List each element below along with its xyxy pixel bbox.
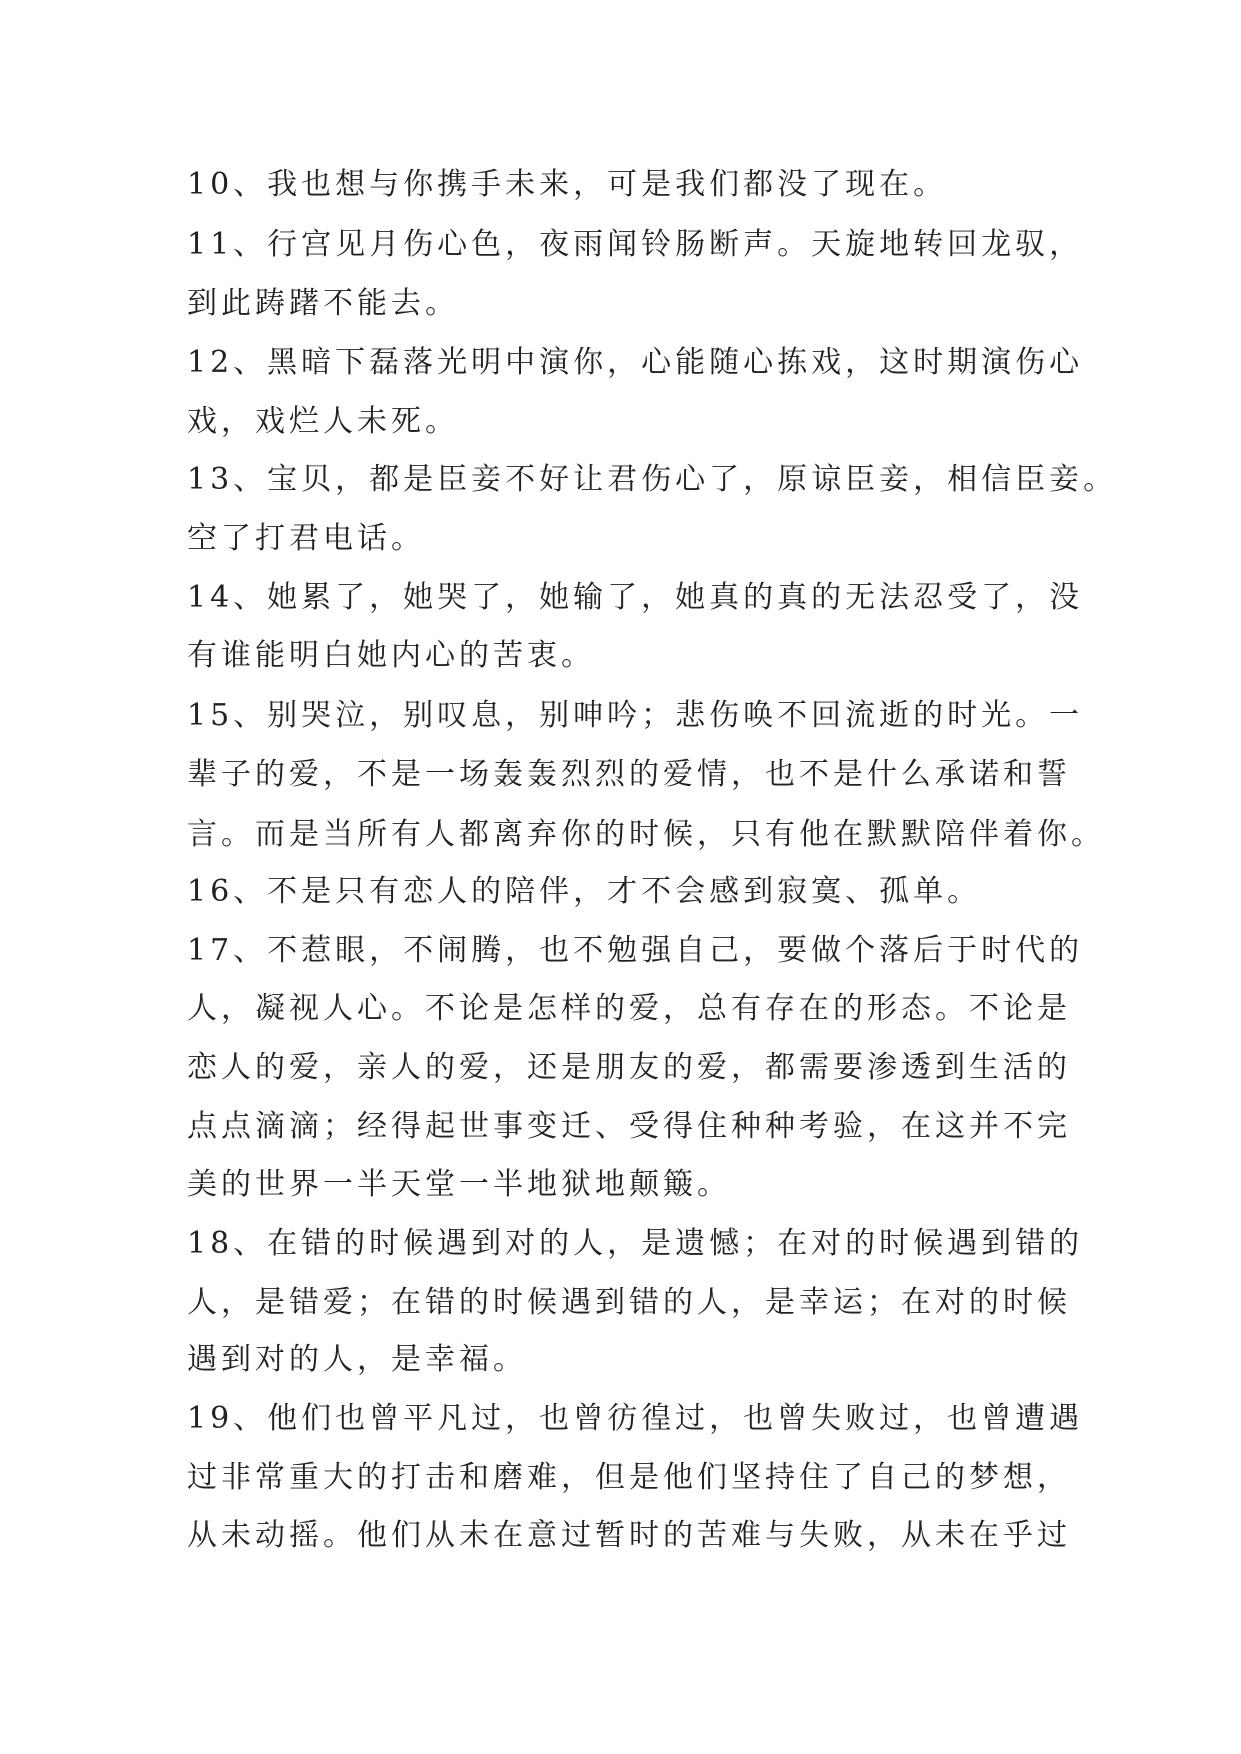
text-line: 12、黑暗下磊落光明中演你，心能随心拣戏，这时期演伤心: [187, 345, 1084, 380]
text-line: 17、不惹眼，不闹腾，也不勉强自己，要做个落后于时代的: [187, 933, 1084, 968]
text-line: 人，凝视人心。不论是怎样的爱，总有存在的形态。不论是: [187, 991, 1071, 1026]
text-line: 恋人的爱，亲人的爱，还是朋友的爱，都需要渗透到生活的: [187, 1050, 1071, 1085]
text-line: 有谁能明白她内心的苦衷。: [187, 638, 595, 673]
text-line: 从未动摇。他们从未在意过暂时的苦难与失败，从未在乎过: [187, 1518, 1071, 1553]
text-line: 美的世界一半天堂一半地狱地颠簸。: [187, 1167, 731, 1202]
text-line: 11、行宫见月伤心色，夜雨闻铃肠断声。天旋地转回龙驭，: [187, 227, 1084, 262]
text-line: 16、不是只有恋人的陪伴，才不会感到寂寞、孤单。: [187, 874, 982, 909]
text-line: 辈子的爱，不是一场轰轰烈烈的爱情，也不是什么承诺和誓: [187, 757, 1071, 792]
text-line: 人，是错爱；在错的时候遇到错的人，是幸运；在对的时候: [187, 1285, 1071, 1320]
text-line: 过非常重大的打击和磨难，但是他们坚持住了自己的梦想，: [187, 1460, 1071, 1495]
text-line: 言。而是当所有人都离弃你的时候，只有他在默默陪伴着你。: [187, 817, 1105, 852]
text-line: 空了打君电话。: [187, 521, 425, 556]
text-line: 到此踌躇不能去。: [187, 286, 459, 321]
text-line: 14、她累了，她哭了，她输了，她真的真的无法忍受了，没: [187, 580, 1084, 615]
text-line: 15、别哭泣，别叹息，别呻吟；悲伤唤不回流逝的时光。一: [187, 698, 1084, 733]
text-line: 戏，戏烂人未死。: [187, 404, 459, 439]
text-line: 10、我也想与你携手未来，可是我们都没了现在。: [187, 167, 948, 202]
text-line: 13、宝贝，都是臣妾不好让君伤心了，原谅臣妾，相信臣妾。: [187, 462, 1118, 497]
text-line: 19、他们也曾平凡过，也曾彷徨过，也曾失败过，也曾遭遇: [187, 1401, 1084, 1436]
text-line: 18、在错的时候遇到对的人，是遗憾；在对的时候遇到错的: [187, 1226, 1084, 1261]
text-line: 遇到对的人，是幸福。: [187, 1342, 527, 1377]
text-line: 点点滴滴；经得起世事变迁、受得住种种考验，在这并不完: [187, 1109, 1071, 1144]
